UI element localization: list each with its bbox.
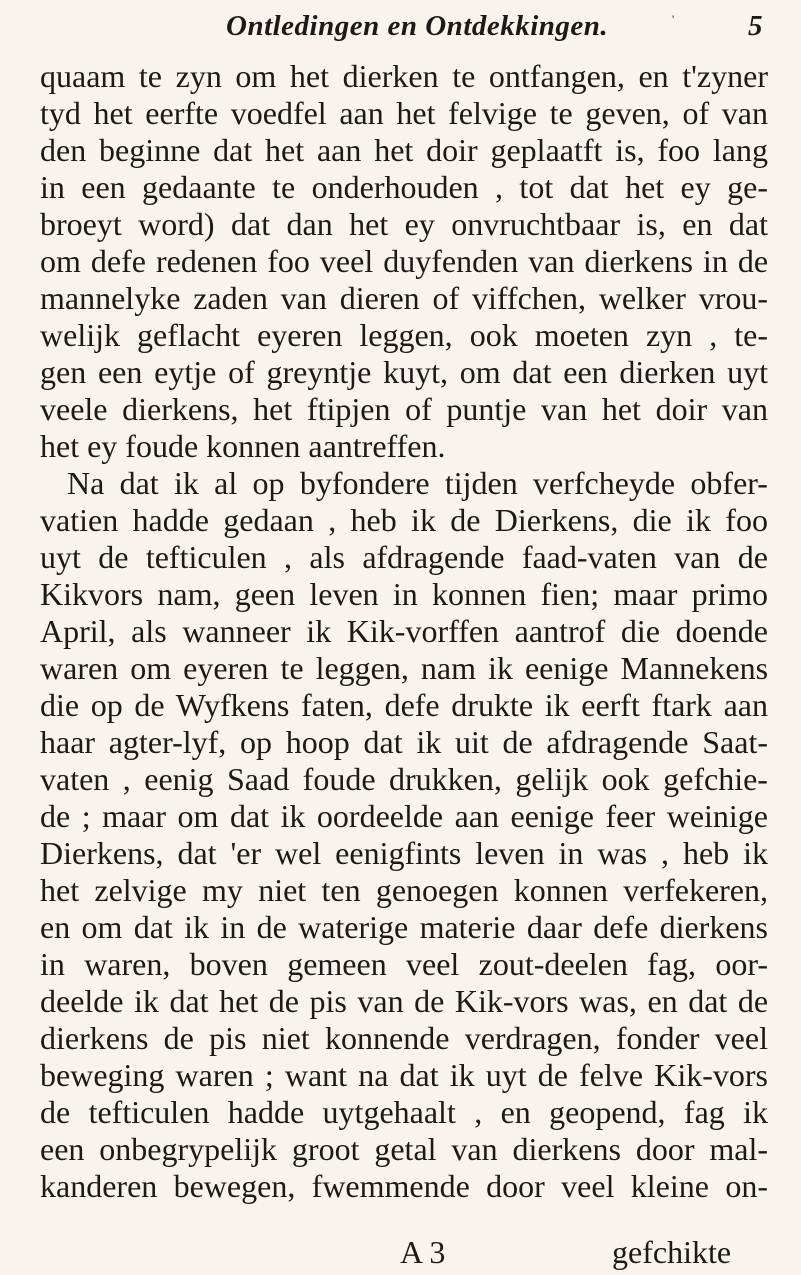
text-line: en om dat ik in de waterige materie daar defe dierkens [40,909,768,945]
text-line: vatien hadde gedaan , heb ik de Dierkens, die ik foo [40,502,768,538]
text-line: April, als wanneer ik Kik-vorffen aantrof die doende [40,613,768,649]
text-line: haar agter-lyf, op hoop dat ik uit de afdragende Saat- [40,724,768,760]
text-line: een onbegrypelijk groot getal van dierkens door mal- [40,1131,769,1167]
text-line: welijk geflacht eyeren leggen, ook moeten zyn , te- [40,317,768,353]
text-line: quaam te zyn om het dierken te ontfangen, en t'zyner [40,58,768,94]
text-line: om defe redenen foo veel duyfenden van dierkens in de [40,243,769,279]
text-line: uyt de tefticulen , als afdragende faad-vaten van de [40,539,768,575]
header-mark: ' [672,12,675,26]
running-title: Ontledingen en Ontdekkingen. [226,10,609,42]
text-line: beweging waren ; want na dat ik uyt de felve Kik-vors [40,1057,768,1093]
signature-mark: A 3 [400,1234,446,1270]
text-line: de ; maar om dat ik oordeelde aan eenige feer weinige [40,798,768,834]
text-line: gen een eytje of greyntje kuyt, om dat een dierken uyt [40,354,769,390]
text-line: vaten , eenig Saad foude drukken, gelijk ook gefchie- [40,761,768,797]
text-line: dierkens de pis niet konnende verdragen, fonder veel [40,1020,768,1056]
text-line: Na dat ik al op byfondere tijden verfcheyde obfer- [67,465,768,501]
text-line: in een gedaante te onderhouden , tot dat het ey ge- [40,169,768,205]
text-line: Dierkens, dat 'er wel eenigfints leven in was , heb ik [40,835,768,871]
text-line: broeyt word) dat dan het ey onvruchtbaar is, en dat [40,206,768,242]
text-line: veele dierkens, het ftipjen of puntje van het doir van [40,391,768,427]
text-line: den beginne dat het aan het doir geplaatft is, foo lang [40,132,768,168]
page-number: 5 [748,10,763,42]
text-line: die op de Wyfkens faten, defe drukte ik eerft ftark aan [40,687,768,723]
catchword: gefchikte [612,1234,732,1270]
text-line: tyd het eerfte voedfel aan het felvige te geven, of van [40,95,768,131]
text-line: het ey foude konnen aantreffen. [40,428,446,464]
text-line: kanderen bewegen, fwemmende door veel kleine on- [40,1168,768,1204]
text-line: de tefticulen hadde uytgehaalt , en geopend, fag ik [40,1094,769,1130]
page-header [0,4,801,48]
text-line: waren om eyeren te leggen, nam ik eenige Mannekens [40,650,769,686]
text-line: Kikvors nam, geen leven in konnen fien; maar primo [40,576,769,612]
page-footer [0,1232,801,1272]
text-line: het zelvige my niet ten genoegen konnen verfekeren, [40,872,769,908]
text-line: in waren, boven gemeen veel zout-deelen fag, oor- [40,946,769,982]
text-line: mannelyke zaden van dieren of viffchen, welker vrou- [40,280,769,316]
text-line: deelde ik dat het de pis van de Kik-vors was, en dat de [40,983,769,1019]
